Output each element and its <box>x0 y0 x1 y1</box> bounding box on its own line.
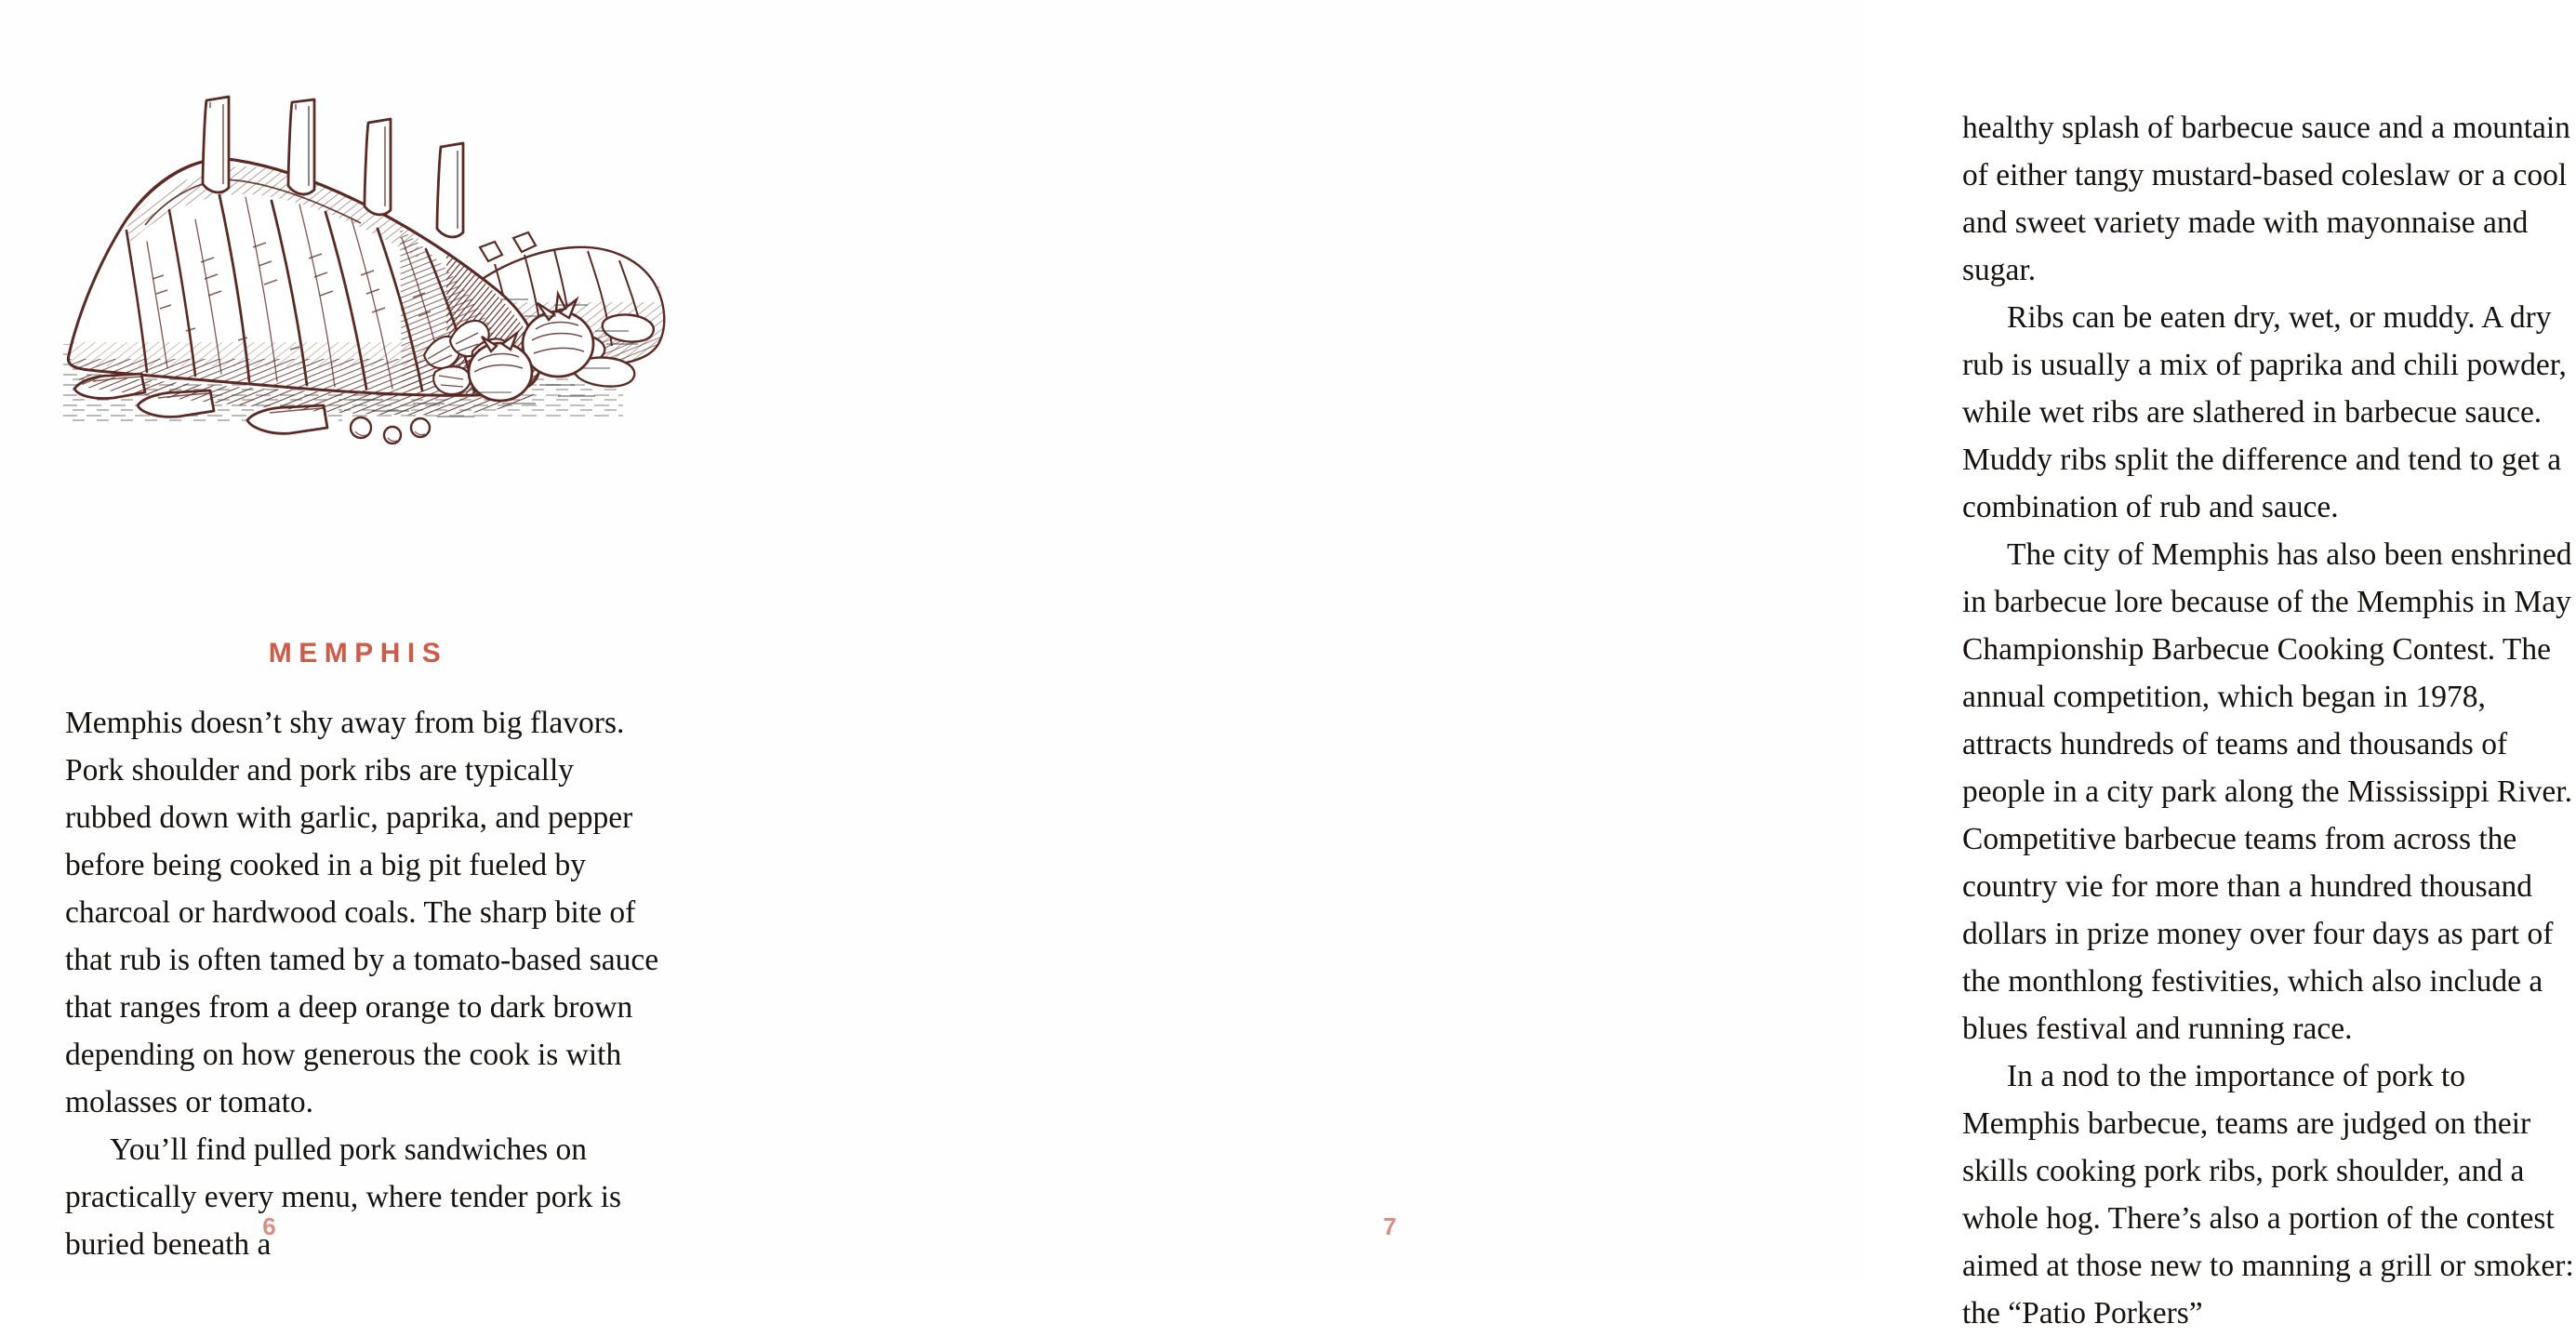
right-column-body <box>1962 104 2576 1337</box>
left-column-body <box>65 699 660 1268</box>
paragraph: Ribs can be eaten dry, wet, or muddy. A dry rub is usually a mix of paprika and chili powder, while wet ribs are slathered in barbecue sauce. Muddy ribs split the difference and tend to get a combination of rub and sauce. <box>1962 300 2567 524</box>
folio-page-number: 7 <box>1383 1212 1398 1240</box>
paragraph: You’ll find pulled pork sandwiches on practically every menu, where tender pork is buried beneath a <box>65 1132 622 1262</box>
paragraph: healthy splash of barbecue sauce and a mountain of either tangy mustard-based coleslaw or a cool and sweet variety made with mayonnaise and sugar. <box>1962 111 2570 287</box>
paragraph: The city of Memphis has also been enshrined in barbecue lore because of the Memphis in May Championship Barbecue Cooking Contest. The annual competition, which began in 1978, attracts hundreds of teams and thousands of people in a city park along the Mississippi River. Competitive barbecue teams from across the country vie for more than a hundred thousand dollars in prize money over four days as part of the monthlong festivities, which also include a blues festival and running race. <box>1962 537 2572 1046</box>
left-page <box>0 0 930 1278</box>
rack-of-pork-ribs-engraving <box>37 65 670 456</box>
folio-page-number: 6 <box>262 1212 277 1240</box>
paragraph: In a nod to the importance of pork to Memphis barbecue, teams are judged on their skills cooking pork ribs, pork shoulder, and a whole hog. There’s also a portion of the contest aimed at those new to manning a grill or smoker: the “Patio Porkers” <box>1962 1059 2574 1330</box>
right-page <box>930 0 2574 1330</box>
paragraph: Memphis doesn’t shy away from big flavors. Pork shoulder and pork ribs are typically rubbed down with garlic, paprika, and pepper before being cooked in a big pit fueled by charcoal or hardwood coals. The sharp bite of that rub is often tamed by a tomato-based sauce that ranges from a deep orange to dark brown depending on how generous the cook is with molasses or tomato. <box>65 706 659 1119</box>
section-heading-memphis: MEMPHIS <box>268 638 448 668</box>
